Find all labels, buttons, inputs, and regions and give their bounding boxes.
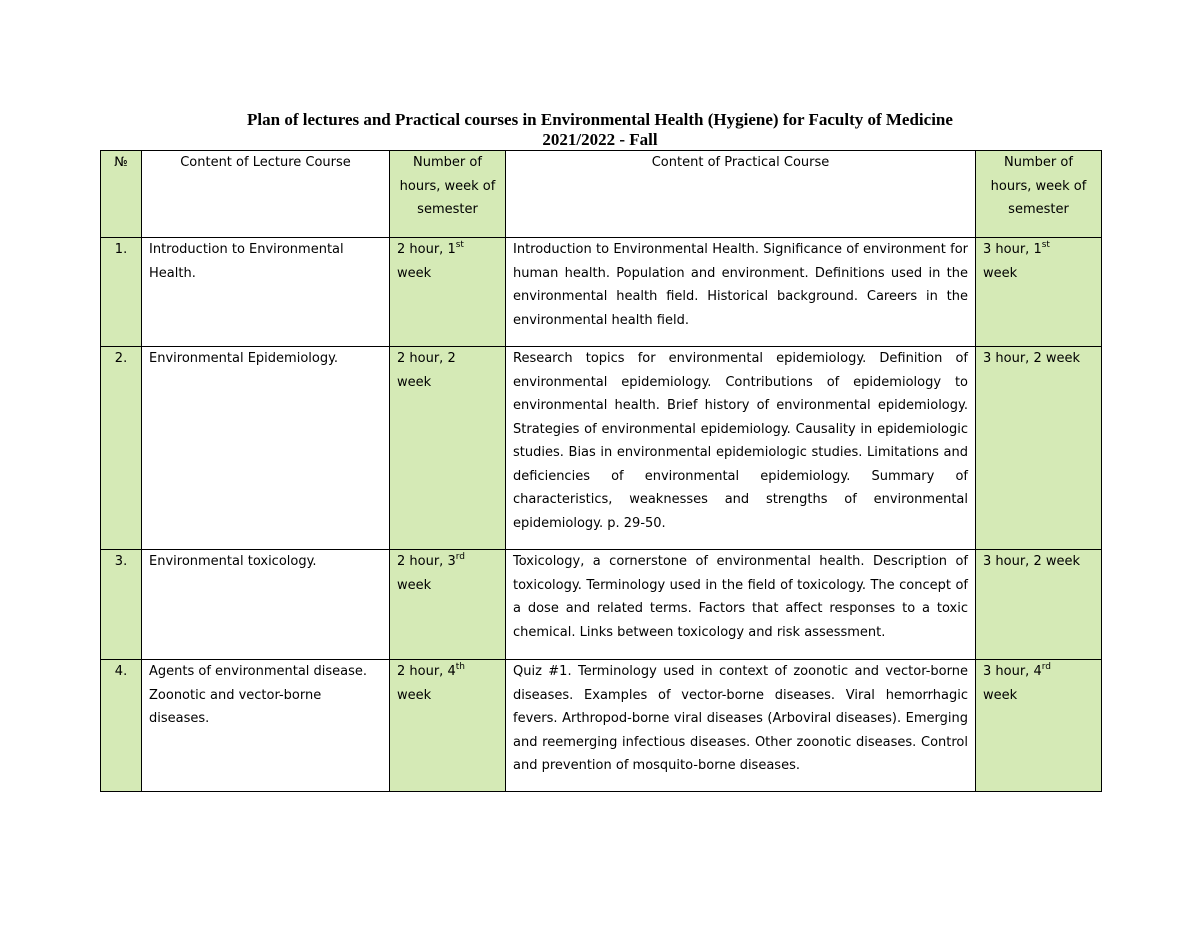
header-practical-hours: Number of hours, week of semester: [976, 151, 1102, 238]
row-number: 4.: [101, 660, 142, 792]
header-number: №: [101, 151, 142, 238]
practical-hours: 3 hour, 2 week: [976, 347, 1102, 550]
lecture-content: Introduction to Environmental Health.: [142, 238, 390, 347]
table-row: [101, 238, 1102, 347]
lecture-content: Environmental Epidemiology.: [142, 347, 390, 550]
header-practical-content: Content of Practical Course: [506, 151, 976, 238]
row-number: 3.: [101, 550, 142, 660]
practical-content: Research topics for environmental epidemiology. Definition of environmental epidemiology. Contributions of epidemiology to environmental health. Brief history of environmental epidemiology. Strategies of environmental epidemiology. Causality in epidemiologic studies. Bias in environmental epidemiologic studies. Limitations and deficiencies of environmental epidemiology. Summary of characteristics, weaknesses and strengths of environmental epidemiology. p. 29-50.: [506, 347, 976, 550]
lecture-hours: 2 hour, 2 week: [390, 347, 506, 550]
row-number: 1.: [101, 238, 142, 347]
practical-content: Introduction to Environmental Health. Significance of environment for human health. Population and environment. Definitions used in the environmental health field. Historical background. Careers in the environmental health field.: [506, 238, 976, 347]
lecture-hours: 2 hour, 4th week: [390, 660, 506, 792]
practical-hours: 3 hour, 1st week: [976, 238, 1102, 347]
header-lecture-hours: Number of hours, week of semester: [390, 151, 506, 238]
document-title: Plan of lectures and Practical courses in Environmental Health (Hygiene) for Faculty of Medicine: [247, 110, 953, 129]
practical-hours: 3 hour, 4rd week: [976, 660, 1102, 792]
document-subtitle: 2021/2022 - Fall: [542, 130, 658, 149]
course-plan-table: [100, 150, 1102, 792]
table-header-row: [101, 151, 1102, 238]
lecture-hours: 2 hour, 3rd week: [390, 550, 506, 660]
table-row: [101, 660, 1102, 792]
practical-hours: 3 hour, 2 week: [976, 550, 1102, 660]
practical-content: Quiz #1. Terminology used in context of zoonotic and vector-borne diseases. Examples of vector-borne diseases. Viral hemorrhagic fevers. Arthropod-borne viral diseases (Arboviral diseases). Emerging and reemerging infectious diseases. Other zoonotic diseases. Control and prevention of mosquito-borne diseases.: [506, 660, 976, 792]
practical-content: Toxicology, a cornerstone of environmental health. Description of toxicology. Terminology used in the field of toxicology. The concept of a dose and related terms. Factors that affect responses to a toxic chemical. Links between toxicology and risk assessment.: [506, 550, 976, 660]
lecture-hours: 2 hour, 1st week: [390, 238, 506, 347]
table-row: [101, 550, 1102, 660]
table-row: [101, 347, 1102, 550]
row-number: 2.: [101, 347, 142, 550]
lecture-content: Environmental toxicology.: [142, 550, 390, 660]
lecture-content: Agents of environmental disease. Zoonotic and vector-borne diseases.: [142, 660, 390, 792]
header-lecture-content: Content of Lecture Course: [142, 151, 390, 238]
